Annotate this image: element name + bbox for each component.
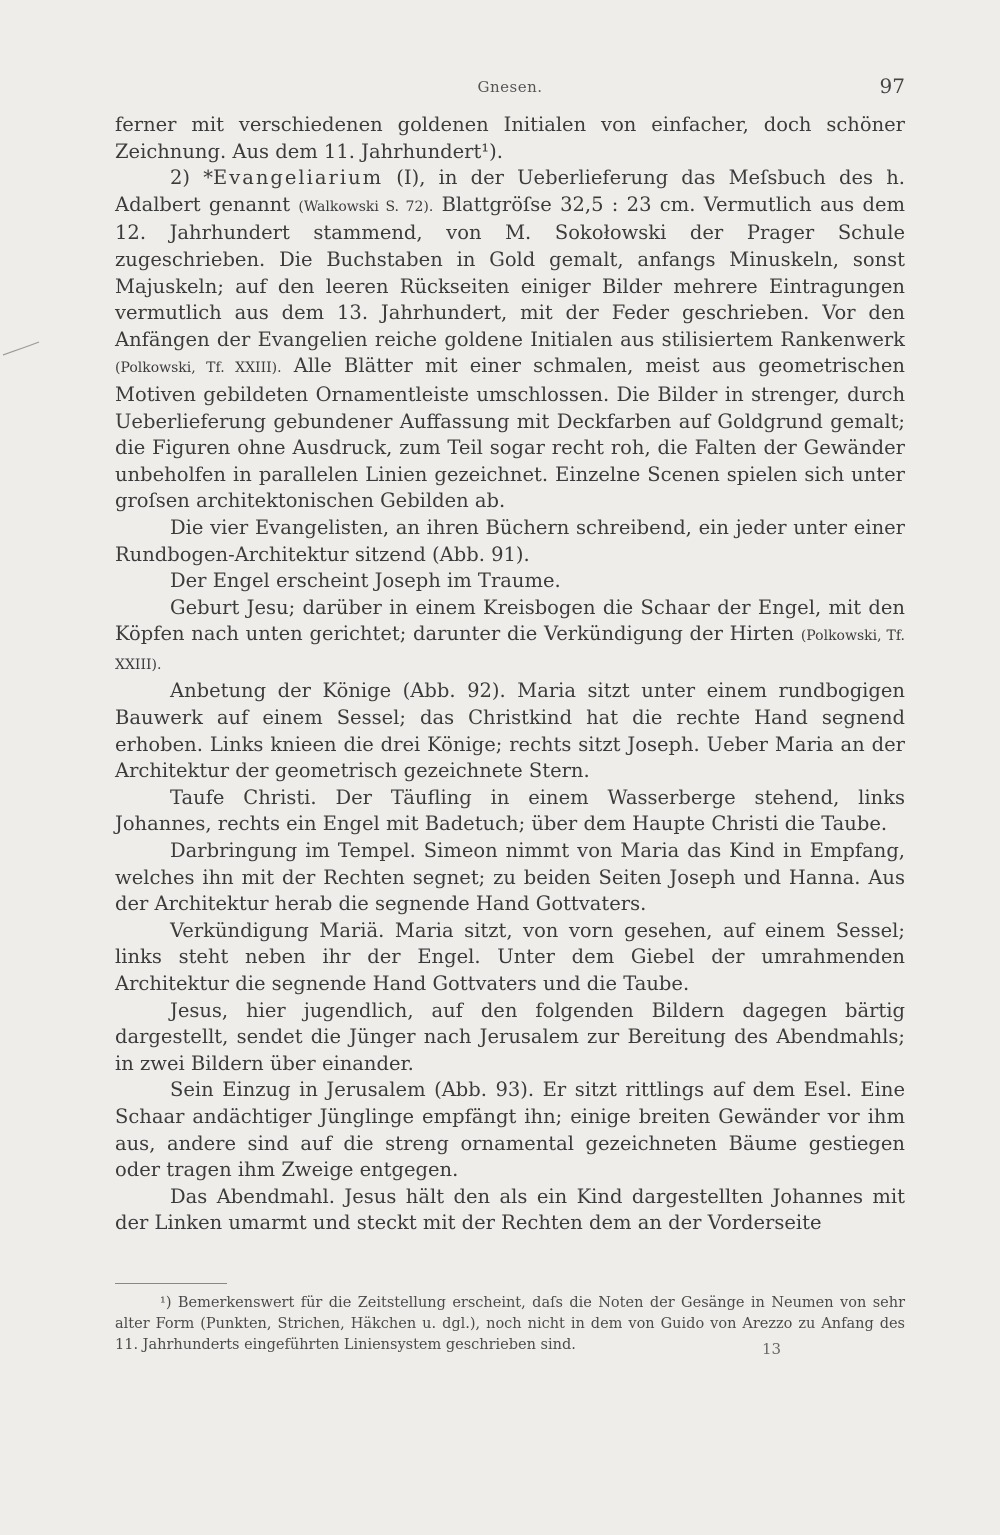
paragraph: Sein Einzug in Jerusalem (Abb. 93). Er sitzt rittlings auf dem Esel. Eine Schaar andächtiger Jünglinge empfängt ihn; einige breiten Gewänder vor ihm aus, andere sind auf die streng ornamental gezeichneten Bäume gestiegen oder tragen ihm Zweige entgegen.	[115, 1078, 905, 1182]
page-number: 97	[879, 74, 905, 98]
page-header	[115, 74, 905, 104]
paragraph	[115, 165, 905, 515]
reference: (Polkowski, Tf. XXIII).	[115, 360, 282, 377]
reference: (Walkowski S. 72).	[298, 198, 434, 215]
footnotes	[115, 1293, 905, 1356]
paragraph	[115, 595, 905, 679]
reference: (Polkowski, Tf. XXIII).	[115, 628, 905, 673]
paragraph: Jesus, hier jugendlich, auf den folgenden Bildern dagegen bärtig dargestellt, sendet die Jünger nach Jerusalem zur Bereitung des Abendmahls; in zwei Bildern über einander.	[115, 998, 905, 1075]
footnote: ¹) Bemerkenswert für die Zeitstellung erscheint, daſs die Noten der Gesänge in Neumen von sehr alter Form (Punkten, Strichen, Häkchen u. dgl.), noch nicht in dem von Guido von Arezzo zu Anfang des 11. Jahrhunderts eingeführten Liniensystem geschrieben sind.	[115, 1295, 905, 1353]
manuscript-title: Evangeliarium	[212, 166, 384, 190]
paragraph: Darbringung im Tempel. Simeon nimmt von Maria das Kind in Empfang, welches ihn mit der Rechten segnet; zu beiden Seiten Joseph und Hanna. Aus der Architektur herab die segnende Hand Gottvaters.	[115, 839, 905, 916]
footnote-divider	[115, 1283, 227, 1284]
signature-mark: 13	[762, 1340, 782, 1358]
paragraph: Taufe Christi. Der Täufling in einem Wasserberge stehend, links Johannes, rechts ein Engel mit Badetuch; über dem Haupte Christi die Taube.	[115, 785, 905, 836]
body-text	[115, 112, 905, 1237]
paragraph: Die vier Evangelisten, an ihren Büchern schreibend, ein jeder unter einer Rundbogen-Architektur sitzend (Abb. 91).	[115, 515, 905, 566]
text-run: Alle Blätter mit einer schmalen, meist aus geometrischen Motiven gebildeten Ornamentleiste umschlossen. Die Bilder in strenger, durch Ueberlieferung gebundener Auffassung mit Deckfarben auf Goldgrund gemalt; die Figuren ohne Ausdruck, zum Teil sogar recht roh, die Falten der Gewänder unbeholfen in parallelen Linien gezeichnet. Einzelne Scenen spielen sich unter groſsen architektonischen Gebilden ab.	[115, 354, 905, 513]
text-run: Geburt Jesu; darüber in einem Kreisbogen die Schaar der Engel, mit den Köpfen nach unten gerichtet; darunter die Verkündigung der Hirten	[115, 595, 905, 646]
text-run: Blattgröſse 32,5 : 23 cm. Vermutlich aus dem 12. Jahrhundert stammend, von M. Sokołowski der Prager Schule zugeschrieben. Die Buchstaben in Gold gemalt, anfangs Minuskeln, sonst Majuskeln; auf den leeren Rückseiten einiger Bilder mehrere Eintragungen vermutlich aus dem 13. Jahrhundert, mit der Feder geschrieben. Vor den Anfängen der Evangelien reiche goldene Initialen aus stilisiertem Rankenwerk	[115, 192, 906, 351]
paragraph: Anbetung der Könige (Abb. 92). Maria sitzt unter einem rundbogigen Bauwerk auf einem Sessel; das Christkind hat die rechte Hand segnend erhoben. Links knieen die drei Könige; rechts sitzt Joseph. Ueber Maria an der Architektur der geometrisch gezeichnete Stern.	[115, 679, 905, 783]
paragraph: Das Abendmahl. Jesus hält den als ein Kind dargestellten Johannes mit der Linken umarmt und steckt mit der Rechten dem an der Vorderseite	[115, 1184, 905, 1235]
paragraph: Der Engel erscheint Joseph im Traume.	[170, 569, 561, 593]
paragraph: ferner mit verschiedenen goldenen Initialen von einfacher, doch schöner Zeichnung. Aus dem 11. Jahrhundert¹).	[115, 113, 905, 163]
item-number: 2) *	[170, 166, 213, 190]
running-title: Gnesen.	[477, 78, 543, 96]
margin-pencil-mark	[2, 338, 40, 358]
text-run: (I), in der Ueberlieferung das Meſsbuch des h. Adalbert genannt	[115, 166, 905, 216]
paragraph: Verkündigung Mariä. Maria sitzt, von vorn gesehen, auf einem Sessel; links steht neben ihr der Engel. Unter dem Giebel der umrahmenden Architektur die segnende Hand Gottvaters und die Taube.	[115, 918, 905, 995]
